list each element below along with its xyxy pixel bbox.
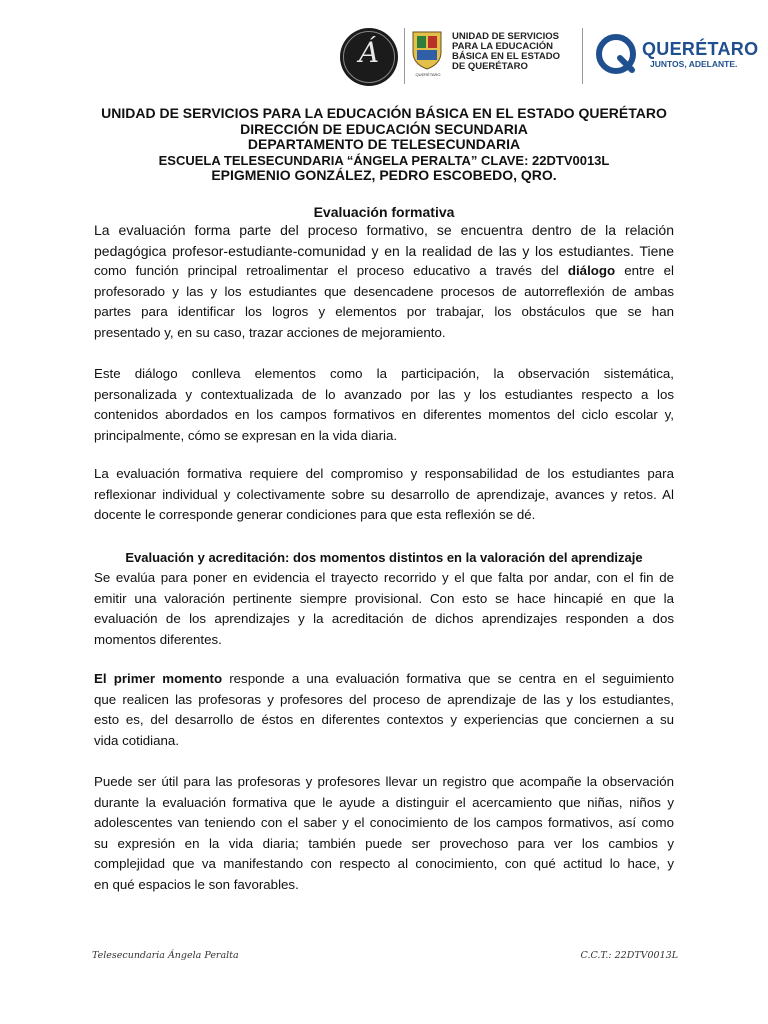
document-titles	[60, 106, 708, 184]
text-line: profesorado y las y los estudiantes que desencadene procesos de autorreflexión de ambas	[94, 283, 674, 299]
text-span: como función principal retroalimentar el proceso educativo a través del	[94, 263, 559, 279]
text-line: reflexionar individual y colectivamente sobre su desarrollo de aprendizaje, avances y retos. Al	[94, 486, 674, 502]
section-title: Evaluación formativa	[313, 204, 455, 220]
text-line: complejidad que va manifestando con respecto al conocimiento, con qué actitud lo hace, y	[94, 856, 674, 872]
text-line: vida cotidiana.	[94, 732, 180, 748]
shield-caption: QUERÉTARO	[415, 72, 441, 77]
text-line: personalizada y contextualizada de lo avanzado por las y los estudiantes respecto a los	[94, 386, 674, 402]
title-line: EPIGMENIO GONZÁLEZ, PEDRO ESCOBEDO, QRO.	[211, 167, 557, 183]
text-line: Puede ser útil para las profesoras y profesores llevar un registro que acompañe la observación	[94, 774, 674, 789]
text-line: Este diálogo conlleva elementos como la participación, la observación sistemática,	[94, 366, 674, 381]
title-line: UNIDAD DE SERVICIOS PARA LA EDUCACIÓN BÁSICA EN EL ESTADO QUERÉTARO	[101, 105, 667, 121]
school-logo	[340, 28, 398, 86]
text-line: contenidos abordados en los campos formativos en diferentes momentos del ciclo escolar y,	[94, 407, 674, 423]
text-line: en qué espacios le son favorables.	[94, 876, 299, 892]
text-line	[94, 261, 674, 282]
text-line: adolescentes van teniendo con el saber y el conocimiento de los campos formativos, así como	[94, 815, 674, 831]
title-line: DIRECCIÓN DE EDUCACIÓN SECUNDARIA	[240, 120, 528, 137]
subheading: Evaluación y acreditación: dos momentos distintos en la valoración del aprendizaje	[125, 550, 643, 565]
text-line: momentos diferentes.	[94, 631, 222, 647]
text-line: su expresión en la vida diaria; también puede ser provechoso para ver los cambios y	[94, 835, 674, 851]
text-line: presentado y, en su caso, trazar acciones de mejoramiento.	[94, 324, 446, 340]
text-line	[94, 669, 674, 690]
text-line: esto es, del desarrollo de éstos en diferentes contextos y experiencias que conciernen a su	[94, 712, 674, 728]
usebeq-line: BÁSICA EN EL ESTADO	[452, 51, 561, 62]
usebeq-line: DE QUERÉTARO	[452, 61, 528, 72]
title-line: DEPARTAMENTO DE TELESECUNDARIA	[247, 136, 521, 152]
queretaro-slogan: JUNTOS, ADELANTE.	[650, 59, 738, 69]
text-line: principalmente, cómo se expresan en la vida diaria.	[94, 427, 398, 443]
text-span: responde a una evaluación formativa que se centra en el seguimiento	[222, 671, 674, 686]
queretaro-q-icon	[596, 34, 636, 74]
text-line: evaluación de los aprendizajes y la acreditación de dichos aprendizajes responden a dos	[94, 611, 674, 627]
school-logo-letter: Á	[358, 36, 380, 69]
text-line: partes para identificar los logros y elementos por trabajar, los obstáculos que se han	[94, 304, 674, 320]
bold-term: diálogo	[567, 263, 616, 279]
paragraph-1	[94, 220, 674, 344]
text-line: La evaluación formativa requiere del compromiso y responsabilidad de los estudiantes para	[94, 466, 674, 481]
paragraph-2	[94, 364, 674, 446]
queretaro-name: QUERÉTARO	[642, 39, 759, 59]
text-line: durante la evaluación formativa que le ayude a distinguir el acercamiento que niñas, niños y	[94, 794, 674, 810]
paragraph-4	[94, 568, 674, 650]
text-line: Se evalúa para poner en evidencia el trayecto recorrido y el que falta por andar, con el fin de	[94, 570, 674, 585]
header-logos	[0, 24, 768, 84]
text-line: docente le corresponde generar condiciones para que esta reflexión se dé.	[94, 507, 536, 523]
text-line: La evaluación forma parte del proceso formativo, se encuentra dentro de la relación	[94, 222, 674, 238]
footer-school-name: Telesecundaria Ángela Peralta	[92, 950, 239, 961]
usebeq-text	[452, 32, 582, 72]
paragraph-5	[94, 669, 674, 751]
logo-divider	[404, 28, 405, 84]
usebeq-line: PARA LA EDUCACIÓN	[452, 41, 553, 52]
bold-term: El primer momento	[94, 671, 223, 686]
usebeq-line: UNIDAD DE SERVICIOS	[452, 31, 559, 42]
text-span: entre el	[615, 263, 674, 279]
text-line: emitir una valoración pertinente siempre provisional. Con esto se hace hincapié en que la	[94, 590, 674, 606]
state-shield-icon	[410, 30, 444, 70]
footer-cct: C.C.T.: 22DTV0013L	[580, 950, 678, 961]
paragraph-3	[94, 464, 674, 526]
text-line: pedagógica profesor-estudiante-comunidad y en la realidad de las y los estudiantes. Tiene	[94, 242, 674, 259]
paragraph-6	[94, 772, 674, 896]
logo-divider	[582, 28, 583, 84]
text-line: que realicen las profesoras y profesores del proceso de aprendizaje de las y los estudiantes,	[94, 691, 674, 707]
title-line: ESCUELA TELESECUNDARIA “ÁNGELA PERALTA” CLAVE: 22DTV0013L	[158, 152, 610, 168]
